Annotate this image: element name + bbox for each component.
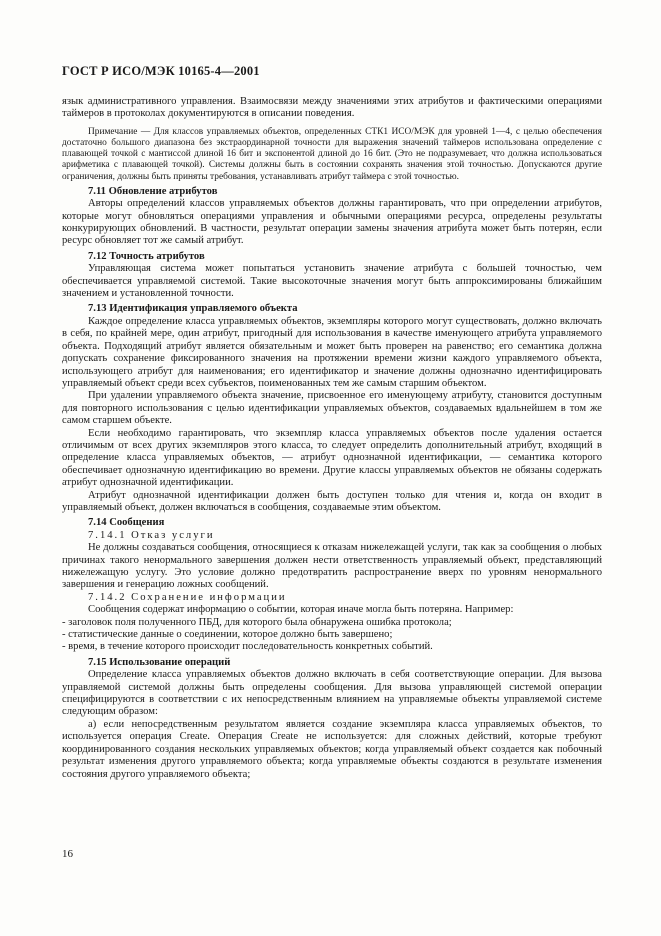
paragraph: язык административного управления. Взаимосвязи между значениями этих атрибутов и фактическими операциями таймеров в протоколах документируются в описании поведения. [62, 96, 602, 120]
paragraph: Сообщения содержат информацию о событии, которая иначе могла быть потеряна. Например: [88, 604, 514, 616]
paragraph: Не должны создаваться сообщения, относящиеся к отказам нижележащей услуги, так как за сообщения о любых причинах такого ненормального завершения должен нести ответственность управляемый объект, представляющий нижележащую услугу. Это условие должно предотвратить распространение вверх по уровням ненормального завершения и генерацию ложных сообщений. [62, 542, 602, 591]
section-heading: 7.13 Идентификация управляемого объекта [88, 303, 298, 315]
list-item: - заголовок поля полученного ПБД, для которого была обнаружена ошибка протокола; [62, 616, 452, 628]
section-heading: 7.14 Сообщения [88, 517, 165, 529]
paragraph: При удалении управляемого объекта значение, присвоенное его именующему атрибуту, становится доступным для повторного использования с целью идентификации управляемых объектов, создаваемых вдальнейшем в том же самом старшем объекте. [62, 390, 602, 427]
subsection-heading: 7.14.1 Отказ услуги [88, 529, 215, 541]
section-heading: 7.15 Использование операций [88, 656, 231, 668]
paragraph: а) если непосредственным результатом является создание экземпляра класса управляемых объектов, то используется операция Create. Операция Create не используется: для сложных действий, которые требуют координированного создания нескольких управляемых объектов; когда управляемый объект создается как побочный результат изменения другого управляемого объекта; когда управляемые объекты создаются в результате изменения состояния другого управляемого объекта; [62, 718, 602, 780]
paragraph: Если необходимо гарантировать, что экземпляр класса управляемых объектов после удаления остается отличимым от всех других экземпляров этого класса, то следует определить дополнительный атрибут, входящий в определение класса управляемых объектов, — атрибут однозначной идентификации, — семантика которого обеспечивает однозначную идентификацию во времени. Другие классы управляемых объектов не обязаны содержать атрибут однозначной идентификации. [62, 427, 602, 489]
subsection-heading: 7.14.2 Сохранение информации [88, 591, 287, 603]
document-header: ГОСТ Р ИСО/МЭК 10165-4—2001 [62, 64, 260, 78]
section-heading: 7.12 Точность атрибутов [88, 250, 205, 262]
section-heading: 7.11 Обновление атрибутов [88, 185, 218, 197]
paragraph: Определение класса управляемых объектов должно включать в себя соответствующие операции. Для вызова управляемой системой должны быть определены сообщения. Для вызова управляющей системой операции специфицируются в соответствии с их непосредственным влиянием на управляемые объекты управляемой системе следующим образом: [62, 669, 602, 718]
paragraph: Управляющая система может попытаться установить значение атрибута с большей точностью, чем обеспечивается управляемой системой. Такие высокоточные значения могут быть аппроксимированы ближайшим значением и установленной точности. [62, 263, 602, 300]
paragraph: Атрибут однозначной идентификации должен быть доступен только для чтения и, когда он входит в управляемый объект, должен включаться в сообщения, создаваемые этим объектом. [62, 489, 602, 513]
list-item: - время, в течение которого происходит последовательность конкретных событий. [62, 641, 433, 653]
list-item: - статистические данные о соединении, которое должно быть завершено; [62, 629, 393, 641]
paragraph: Авторы определений классов управляемых объектов должны гарантировать, что при определении атрибутов, которые могут обновляться операциями управления и обычными операциями ресурса, определены результаты конкурирующих обновлений. В частности, результат операции замены значения атрибута может быть потерян, если ресурс обновляет тот же самый атрибут. [62, 198, 602, 247]
document-body [62, 96, 602, 781]
page-number: 16 [62, 848, 73, 860]
note-paragraph: Примечание — Для классов управляемых объектов, определенных СТК1 ИСО/МЭК для уровней 1—4, с целью обеспечения достаточно большого диапазона без экстраординарной точности для выражения значений таймеров использована определение с плавающей точкой с мантиссой длиной 16 бит и экспонентой длиной до 16 бит. (Это не подразумевает, что должна использоваться арифметика с плавающей точкой). Системы должны быть в состоянии сохранять значения этой точностью. Допускаются другие ограничения, должны быть приняты требования, устанавливать атрибут таймера с этой точностью. [62, 126, 602, 182]
paragraph: Каждое определение класса управляемых объектов, экземпляры которого могут существовать, должно включать в себя, по крайней мере, один атрибут, пригодный для использования в качестве именующего атрибута управляемого объекта. Подходящий атрибут является обязательным и может быть проверен на равенство; его семантика должна допускать сохранение фиксированного значения на протяжении времени жизни каждого управляемого объекта, использующего атрибут для наименования; его идентификатор и значение должны однозначно идентифицировать управляемый объект среди всех субъектов, поименованных тем же самым старшим объектом. [62, 315, 602, 389]
